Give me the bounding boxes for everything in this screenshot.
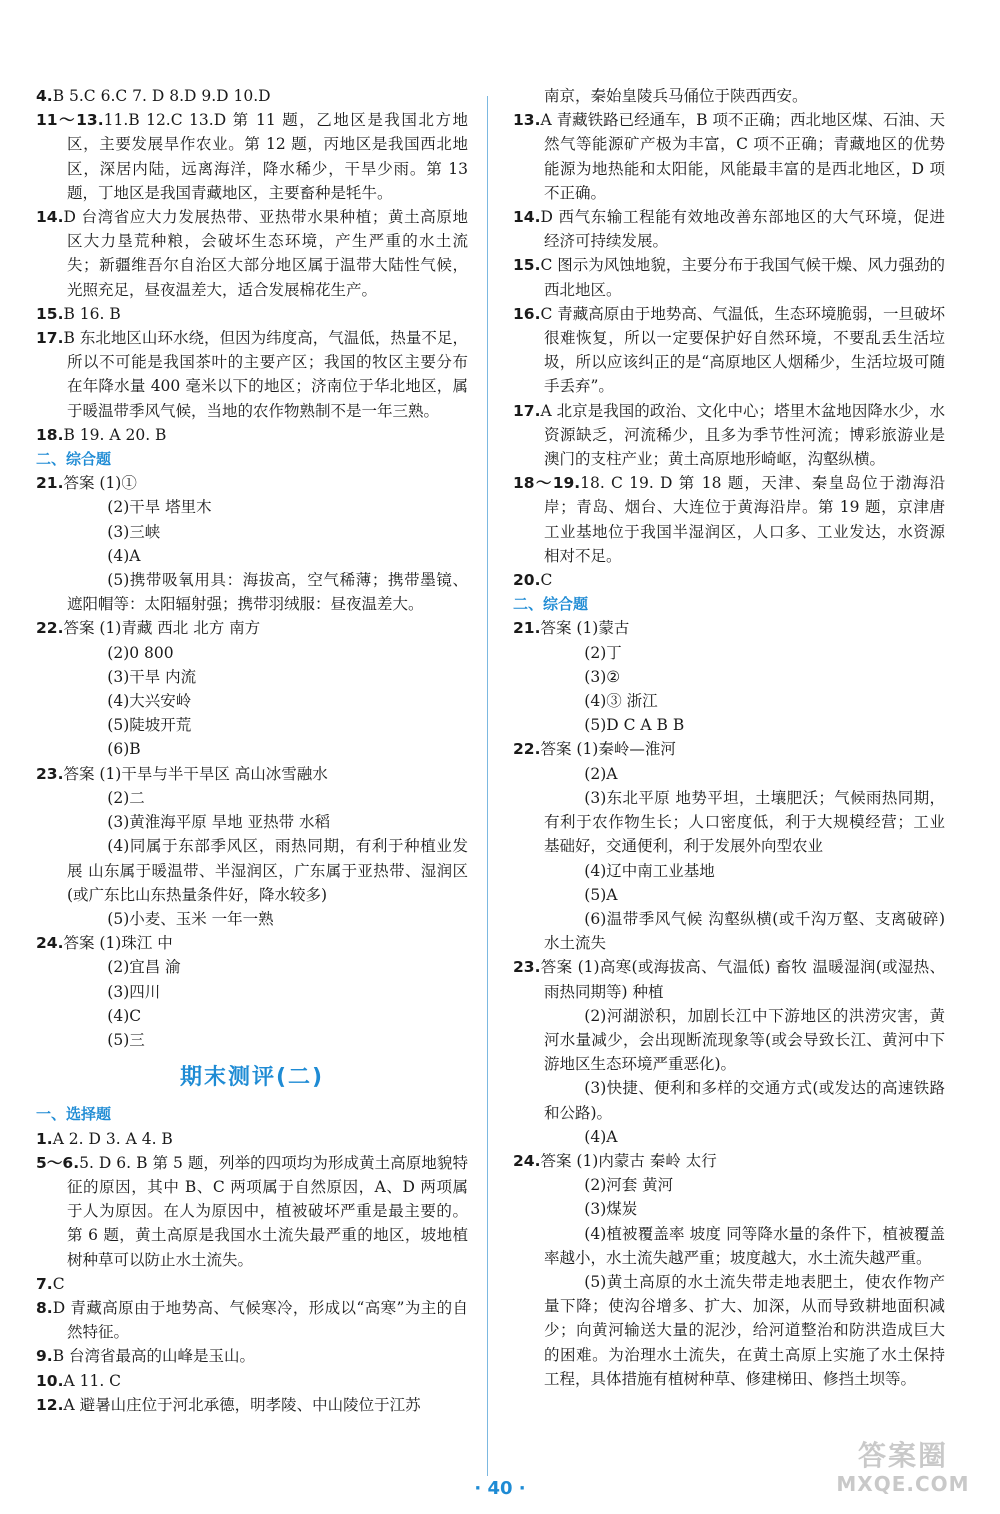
answer-text: D 青藏高原由于地势高、气候寒冷，形成以“高寒”为主的自然特征。 (52, 1298, 468, 1342)
question-number: 22. (36, 619, 64, 638)
answer-item (513, 616, 945, 640)
answer-item (36, 326, 468, 423)
watermark-bottom: MXQE.COM (836, 1472, 970, 1496)
question-number: 23. (36, 764, 64, 783)
answer-text: 答案 (1)珠江 中 (63, 934, 173, 953)
question-number: 15. (513, 256, 541, 275)
answer-item (36, 616, 468, 640)
answer-subitem: (4)辽中南工业基地 (584, 861, 715, 880)
answer-text: D 西气东输工程能有效地改善东部地区的大气环境，促进经济可持续发展。 (540, 208, 945, 251)
answer-subitem: (4)C (107, 1006, 142, 1025)
answer-text: B 台湾省最高的山峰是玉山。 (52, 1347, 256, 1366)
answer-item (36, 931, 468, 955)
answer-text: A 青藏铁路已经通车，B 项不正确；西北地区煤、石油、天然气等能源矿产极为丰富，C 项不正确；青藏地区的优势能源为地热能和太阳能，风能最丰富的是西北地区，D 项不正确。 (540, 111, 945, 202)
answer-item (36, 1393, 468, 1417)
answer-text: C (52, 1274, 65, 1293)
answer-text: A 北京是我国的政治、文化中心；塔里木盆地因降水少，水资源缺乏，河流稀少，且多为季节性河流；博彩旅游业是澳门的支柱产业；黄土高原地形崎岖，沟壑纵横。 (540, 401, 945, 469)
question-number: 8. (36, 1298, 53, 1317)
question-number: 24. (36, 934, 64, 953)
answer-subitem: (5)A (584, 885, 618, 904)
answer-item (513, 253, 945, 301)
question-number: 13. (513, 111, 541, 130)
watermark-top: 答案圈 (857, 1439, 948, 1472)
section-heading: 一、选择题 (36, 1105, 112, 1124)
answer-text: D 台湾省应大力发展热带、亚热带水果种植；黄土高原地区大力垦荒种粮，会破坏生态环境，产生严重的水土流失；新疆维吾尔自治区大部分地区属于温带大陆性气候，光照充足，昼夜温差大，适合发展棉花生产。 (63, 208, 468, 299)
question-number: 17. (36, 329, 64, 348)
answer-item (513, 205, 945, 253)
question-number: 9. (36, 1347, 53, 1366)
question-number: 14. (513, 208, 541, 227)
answer-text: A 2. D 3. A 4. B (52, 1129, 173, 1148)
answer-subitem: (6)B (107, 740, 141, 759)
answer-subitem: (2)丁 (584, 643, 622, 662)
answer-subitem: (2)宜昌 渝 (107, 958, 181, 977)
answer-text: 18. C 19. D 第 18 题，天津、秦皇岛位于渤海沿岸；青岛、烟台、大连位于黄海沿岸。第 19 题，京津唐工业基地位于我国半湿润区，人口多、工业发达，水资源相对不足。 (544, 474, 945, 565)
answer-text: 答案 (1)内蒙古 秦岭 太行 (540, 1151, 717, 1170)
answer-subitem: (4)植被覆盖率 坡度 同等降水量的条件下，植被覆盖率越小，水土流失越严重；坡度越大，水土流失越严重。 (544, 1224, 945, 1267)
section-heading: 二、综合题 (513, 595, 589, 614)
answer-item (36, 84, 468, 108)
question-number: 21. (36, 474, 64, 493)
answer-item (36, 108, 468, 205)
answer-text: B 16. B (63, 304, 121, 323)
answer-subitem: (5)D C A B B (584, 716, 685, 735)
right-column (513, 84, 945, 1391)
answer-text: 答案 (1)青藏 西北 北方 南方 (63, 619, 261, 638)
question-number: 5～6. (36, 1153, 80, 1172)
page-number: · 40 · (474, 1478, 526, 1499)
answer-subitem: (4)③ 浙江 (584, 692, 658, 711)
answer-subitem: (2)A (584, 764, 618, 783)
answer-text: B 5.C 6.C 7. D 8.D 9.D 10.D (52, 87, 271, 105)
section-heading: 二、综合题 (36, 450, 112, 469)
answer-subitem: (2)0 800 (107, 643, 174, 662)
answer-subitem: (4)大兴安岭 (107, 692, 192, 711)
question-number: 21. (513, 619, 541, 638)
answer-item (36, 302, 468, 326)
question-number: 16. (513, 304, 541, 323)
answer-subitem: (3)② (584, 667, 621, 686)
answer-text: B 19. A 20. B (63, 425, 167, 444)
question-number: 1. (36, 1129, 53, 1148)
answer-text: B 东北地区山环水绕，但因为纬度高，气温低，热量不足，所以不可能是我国茶叶的主要产区；我国的牧区主要分布在年降水量 400 毫米以下的地区；济南位于华北地区，属于暖温带季风气候，当地的农作物熟制不是一年三熟。 (63, 329, 468, 420)
answer-subitem: (2)河套 黄河 (584, 1176, 674, 1195)
question-number: 10. (36, 1371, 64, 1390)
answer-item (513, 955, 945, 1003)
answer-text: C 图示为风蚀地貌，主要分布于我国气候干燥、风力强劲的西北地区。 (540, 256, 945, 299)
question-number: 20. (513, 571, 541, 590)
answer-subitem: (5)三 (107, 1030, 145, 1049)
answer-item (36, 1151, 468, 1272)
answer-subitem: (6)温带季风气候 沟壑纵横(或千沟万壑、支离破碎) 水土流失 (544, 909, 945, 953)
answer-item (36, 1272, 468, 1296)
answer-subitem: (2)河湖淤积，加剧长江中下游地区的洪涝灾害，黄河水量减少，会出现断流现象等(或会导致长江、黄河中下游地区生态环境严重恶化)。 (544, 1006, 945, 1074)
answer-text: 答案 (1)干旱与半干旱区 高山冰雪融水 (63, 764, 328, 783)
answer-subitem: (5)小麦、玉米 一年一熟 (107, 909, 274, 928)
answer-item (36, 1296, 468, 1344)
left-column (36, 84, 468, 1417)
answer-text: 5. D 6. B 第 5 题，列举的四项均为形成黄土高原地貌特征的原因，其中 B、C 两项属于自然原因，A、D 两项属于人为原因。在人为原因中，植被破坏严重是最主要的。第 6 题，黄土高原是我国水土流失最严重的地区，坡地植树种草可以防止水土流失。 (67, 1153, 468, 1269)
answer-item (36, 762, 468, 786)
column-divider (487, 96, 488, 1476)
answer-item (36, 1344, 468, 1368)
answer-item (513, 302, 945, 399)
answer-subitem: (3)黄淮海平原 旱地 亚热带 水稻 (107, 813, 331, 832)
answer-subitem: (3)东北平原 地势平坦，土壤肥沃；气候雨热同期，有利于农作物生长；人口密度低，利于大规模经营；工业基础好，交通便利，利于发展外向型农业 (544, 788, 945, 856)
answer-subitem: (3)四川 (107, 982, 161, 1001)
answer-item (36, 471, 468, 495)
answer-subitem: (4)A (107, 546, 141, 565)
answer-subitem: (4)A (584, 1127, 618, 1146)
answer-text: A 避暑山庄位于河北承德，明孝陵、中山陵位于江苏 (63, 1395, 421, 1414)
answer-text: C 青藏高原由于地势高、气温低，生态环境脆弱，一旦破坏很难恢复，所以一定要保护好自然环境，不要乱丢生活垃圾，所以应该纠正的是“高原地区人烟稀少，生活垃圾可随手丢弃”。 (540, 304, 945, 396)
answer-subitem: (4)同属于东部季风区，雨热同期，有利于种植业发展 山东属于暖温带、半湿润区，广东属于亚热带、湿润区(或广东比山东热量条件好，降水较多) (67, 837, 468, 904)
question-number: 23. (513, 958, 541, 977)
question-number: 22. (513, 740, 541, 759)
answer-subitem: (3)煤炭 (584, 1200, 638, 1219)
question-number: 18. (36, 425, 64, 444)
answer-text: 答案 (1)蒙古 (540, 619, 630, 638)
answer-text: A 11. C (63, 1371, 122, 1390)
answer-text: 11.B 12.C 13.D 第 11 题，乙地区是我国北方地区，主要发展旱作农业。第 12 题，丙地区是我国西北地区，深居内陆，远离海洋，降水稀少，干旱少雨。第 13 题，丁地区是我国青藏地区，主要畜种是牦牛。 (67, 111, 468, 202)
answer-text: C (540, 571, 553, 590)
watermark-logo (828, 1440, 978, 1500)
answer-item (513, 1149, 945, 1173)
answer-subitem: (2)干旱 塔里木 (107, 498, 212, 517)
answer-item (36, 423, 468, 447)
question-number: 17. (513, 401, 541, 420)
answer-text: 答案 (1)① (63, 474, 137, 493)
answer-item (36, 205, 468, 302)
question-number: 11～13. (36, 111, 104, 130)
answer-subitem: (5)黄土高原的水土流失带走地表肥土，使农作物产量下降；使沟谷增多、扩大、加深，从而导致耕地面积减少；向黄河输送大量的泥沙，给河道整治和防洪造成巨大的困难。为治理水土流失，在黄土高原上实施了水土保持工程，具体措施有植树种草、修建梯田、修挡土坝等。 (544, 1272, 945, 1388)
answer-subitem: (2)二 (107, 788, 145, 807)
answer-text: 答案 (1)秦岭—淮河 (540, 740, 676, 759)
answer-item (513, 737, 945, 761)
question-number: 12. (36, 1395, 64, 1414)
answer-subitem: (5)陡坡开荒 (107, 716, 192, 735)
answer-item (513, 399, 945, 472)
answer-item (36, 1369, 468, 1393)
question-number: 18～19. (513, 474, 581, 493)
answer-subitem: (3)三峡 (107, 522, 161, 541)
continued-text: 南京，秦始皇陵兵马俑位于陕西西安。 (544, 87, 808, 105)
section-title: 期末测评(二) (179, 1065, 325, 1091)
question-number: 7. (36, 1274, 53, 1293)
answer-item (36, 1127, 468, 1151)
question-number: 4. (36, 87, 53, 105)
answer-subitem: (5)携带吸氧用具：海拔高，空气稀薄；携带墨镜、遮阳帽等：太阳辐射强；携带羽绒服：昼夜温差大。 (67, 571, 468, 614)
answer-item (513, 108, 945, 205)
question-number: 14. (36, 208, 64, 227)
answer-subitem: (3)干旱 内流 (107, 667, 197, 686)
answer-text: 答案 (1)高寒(或海拔高、气温低) 畜牧 温暖湿润(或湿热、雨热同期等) 种植 (540, 958, 945, 1001)
answer-item (513, 471, 945, 568)
answer-subitem: (3)快捷、便利和多样的交通方式(或发达的高速铁路和公路)。 (544, 1079, 945, 1122)
answer-item (513, 568, 945, 592)
question-number: 15. (36, 304, 64, 323)
question-number: 24. (513, 1151, 541, 1170)
